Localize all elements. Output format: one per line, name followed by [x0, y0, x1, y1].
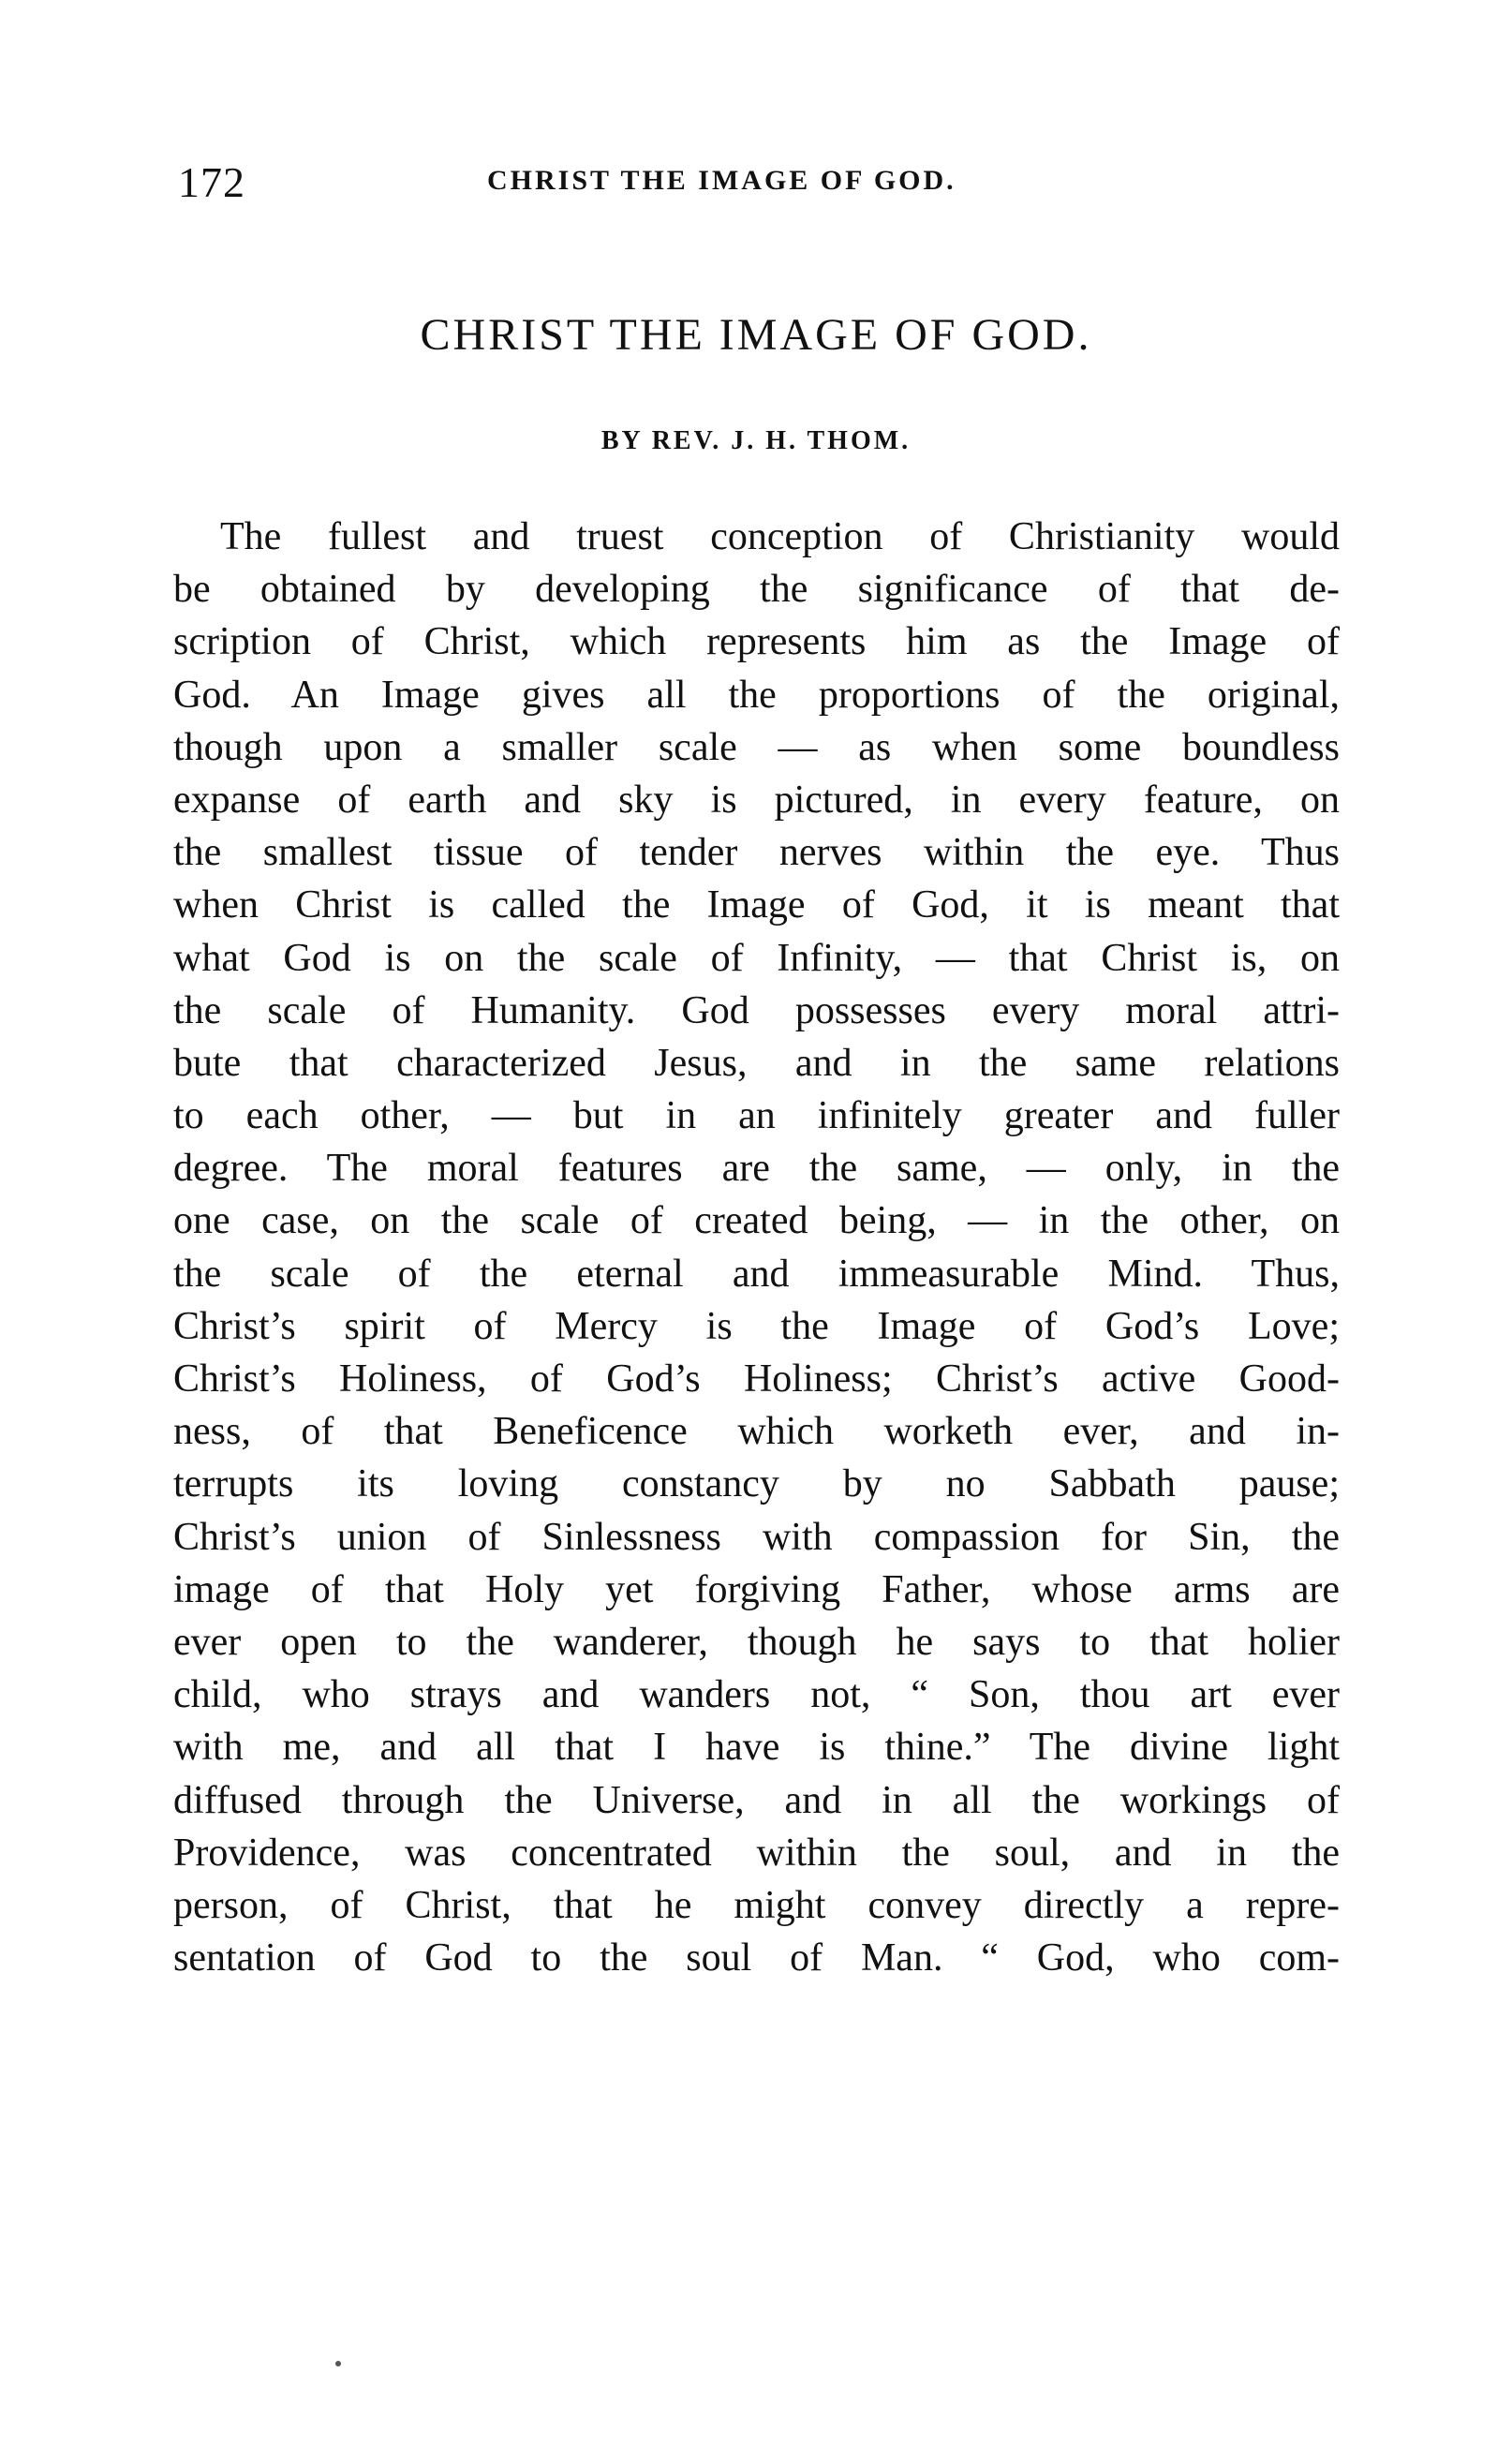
running-head	[178, 157, 1349, 214]
text-line: person, of Christ, that he might convey directly a repre-	[173, 1883, 1340, 1927]
body-text	[173, 511, 1340, 1984]
text-line: Christ’s union of Sinlessness with compassion for Sin, the	[173, 1515, 1340, 1559]
text-line: Christ’s spirit of Mercy is the Image of God’s Love;	[173, 1304, 1340, 1348]
text-line: with me, and all that I have is thine.” The divine light	[173, 1726, 1340, 1770]
text-line: one case, on the scale of created being, — in the other, on	[173, 1199, 1340, 1243]
text-line: diffused through the Universe, and in all the workings of	[173, 1778, 1340, 1822]
text-line: the scale of Humanity. God possesses every moral attri-	[173, 988, 1340, 1032]
text-line: be obtained by developing the significance of that de-	[173, 568, 1340, 612]
text-line: terrupts its loving constancy by no Sabbath pause;	[173, 1462, 1340, 1506]
text-line: scription of Christ, which represents him as the Image of	[173, 620, 1340, 664]
text-line: ever open to the wanderer, though he says to that holier	[173, 1620, 1340, 1664]
text-line: God. An Image gives all the proportions of the original,	[173, 673, 1340, 717]
text-line: to each other, — but in an infinitely greater and fuller	[173, 1094, 1340, 1138]
text-line: the scale of the eternal and immeasurable Mind. Thus,	[173, 1252, 1340, 1296]
text-line: Providence, was concentrated within the soul, and in the	[173, 1831, 1340, 1875]
running-title: CHRIST THE IMAGE OF GOD.	[487, 165, 956, 196]
page-number: 172	[178, 158, 245, 206]
text-line: image of that Holy yet forgiving Father, whose arms are	[173, 1567, 1340, 1611]
text-line: what God is on the scale of Infinity, — that Christ is, on	[173, 936, 1340, 980]
text-line: ness, of that Beneficence which worketh ever, and in-	[173, 1410, 1340, 1454]
text-line: though upon a smaller scale — as when some boundless	[173, 725, 1340, 769]
text-line: the smallest tissue of tender nerves within the eye. Thus	[173, 831, 1340, 875]
text-line: The fullest and truest conception of Christianity would	[220, 515, 1340, 558]
text-line: degree. The moral features are the same, — only, in the	[173, 1147, 1340, 1191]
text-line: bute that characterized Jesus, and in the same relations	[173, 1041, 1340, 1085]
byline: BY REV. J. H. THOM.	[600, 426, 912, 455]
text-line: child, who strays and wanders not, “ Son, thou art ever	[173, 1673, 1340, 1717]
text-line: expanse of earth and sky is pictured, in every feature, on	[173, 778, 1340, 822]
text-line: Christ’s Holiness, of God’s Holiness; Christ’s active Good-	[173, 1357, 1340, 1401]
print-speck	[335, 2361, 341, 2366]
text-line: when Christ is called the Image of God, it is meant that	[173, 883, 1340, 927]
article-title: CHRIST THE IMAGE OF GOD.	[420, 310, 1092, 360]
text-line: sentation of God to the soul of Man. “ God, who com-	[173, 1936, 1340, 1980]
